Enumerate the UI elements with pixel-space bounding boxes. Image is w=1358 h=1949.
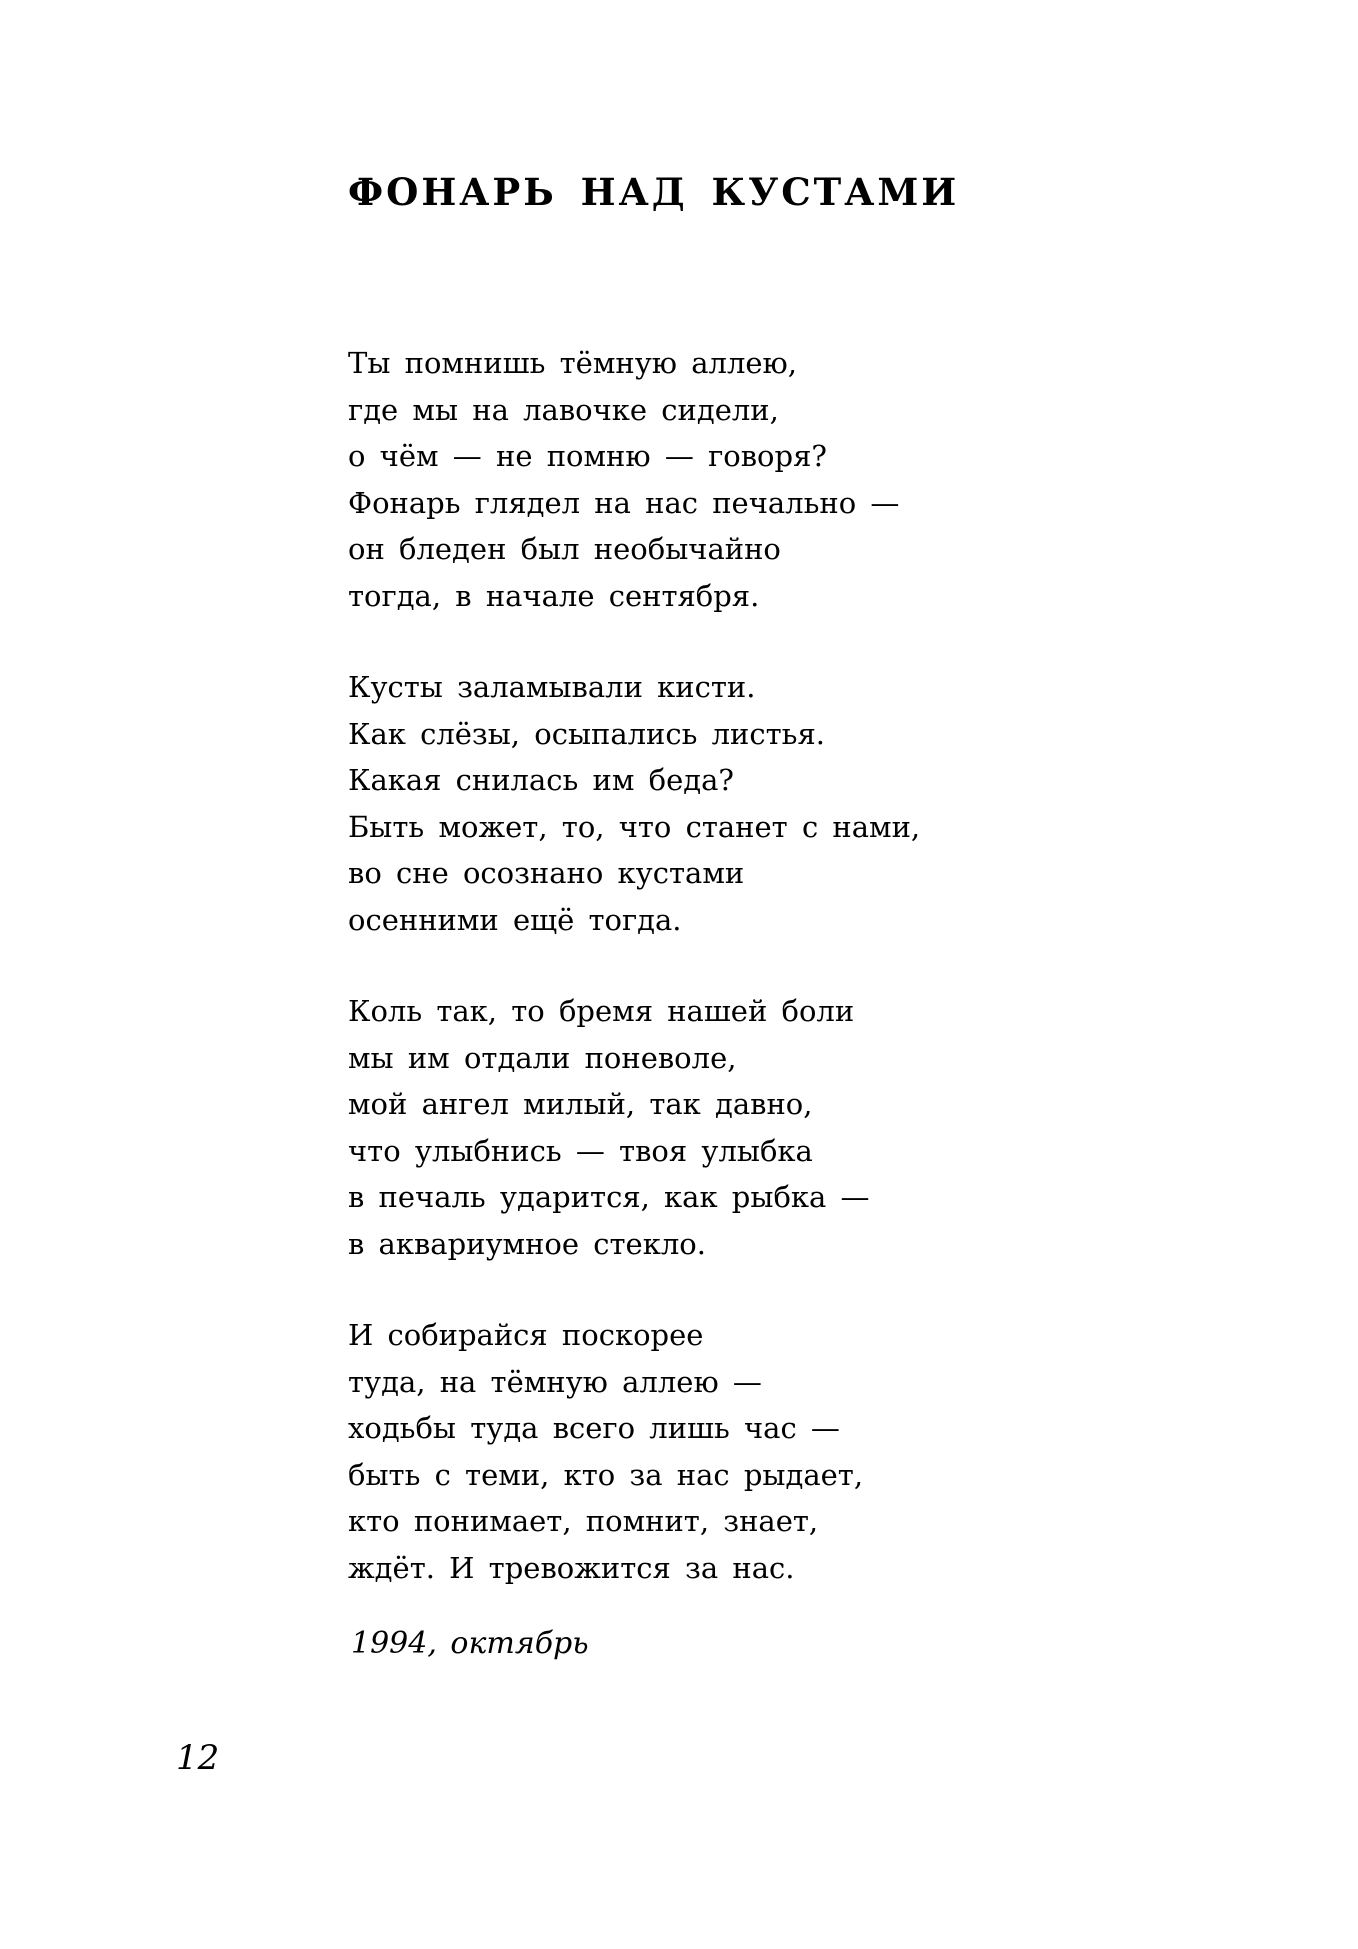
- poem-line: туда, на тёмную аллею —: [348, 1364, 762, 1399]
- poem-line: он бледен был необычайно: [348, 532, 781, 566]
- poem-title: ФОНАРЬ НАД КУСТАМИ: [348, 170, 960, 214]
- poem-line: во сне осознано кустами: [348, 856, 745, 890]
- poem-line: Как слёзы, осыпались листья.: [348, 716, 825, 751]
- poem-line: где мы на лавочке сидели,: [348, 392, 779, 427]
- poem-line: мой ангел милый, так давно,: [348, 1087, 813, 1121]
- poem-line: в аквариумное стекло.: [348, 1226, 706, 1261]
- poem-line: Фонарь глядел на нас печально —: [348, 485, 900, 520]
- poem-line: что улыбнись — твоя улыбка: [348, 1133, 813, 1168]
- poem-line: в печаль ударится, как рыбка —: [348, 1180, 870, 1214]
- poem-line: быть с теми, кто за нас рыдает,: [348, 1457, 864, 1492]
- poem-line: ходьбы туда всего лишь час —: [348, 1411, 840, 1445]
- poem-line: кто понимает, помнит, знает,: [348, 1504, 819, 1538]
- poem-line: о чём — не помню — говоря?: [348, 439, 827, 473]
- stanza-2: [348, 664, 920, 943]
- poem-line: тогда, в начале сентября.: [348, 578, 760, 613]
- poem-line: осенними ещё тогда.: [348, 902, 682, 937]
- poem-date: 1994, октябрь: [351, 1626, 589, 1661]
- poem-line: Кусты заламывали кисти.: [348, 670, 756, 704]
- poem-line: мы им отдали поневоле,: [348, 1040, 737, 1075]
- poem-line: Коль так, то бремя нашей боли: [348, 994, 855, 1028]
- stanza-4: [348, 1312, 920, 1591]
- stanza-3: [348, 988, 920, 1267]
- poem-line: И собирайся поскорее: [348, 1318, 704, 1352]
- poem-line: ждёт. И тревожится за нас.: [348, 1550, 795, 1585]
- page-number: 12: [176, 1738, 220, 1778]
- poem-line: Ты помнишь тёмную аллею,: [348, 346, 797, 380]
- poem-body: [348, 340, 920, 1636]
- stanza-1: [348, 340, 920, 619]
- poem-line: Быть может, то, что станет с нами,: [348, 809, 921, 844]
- poem-line: Какая снилась им беда?: [348, 763, 734, 797]
